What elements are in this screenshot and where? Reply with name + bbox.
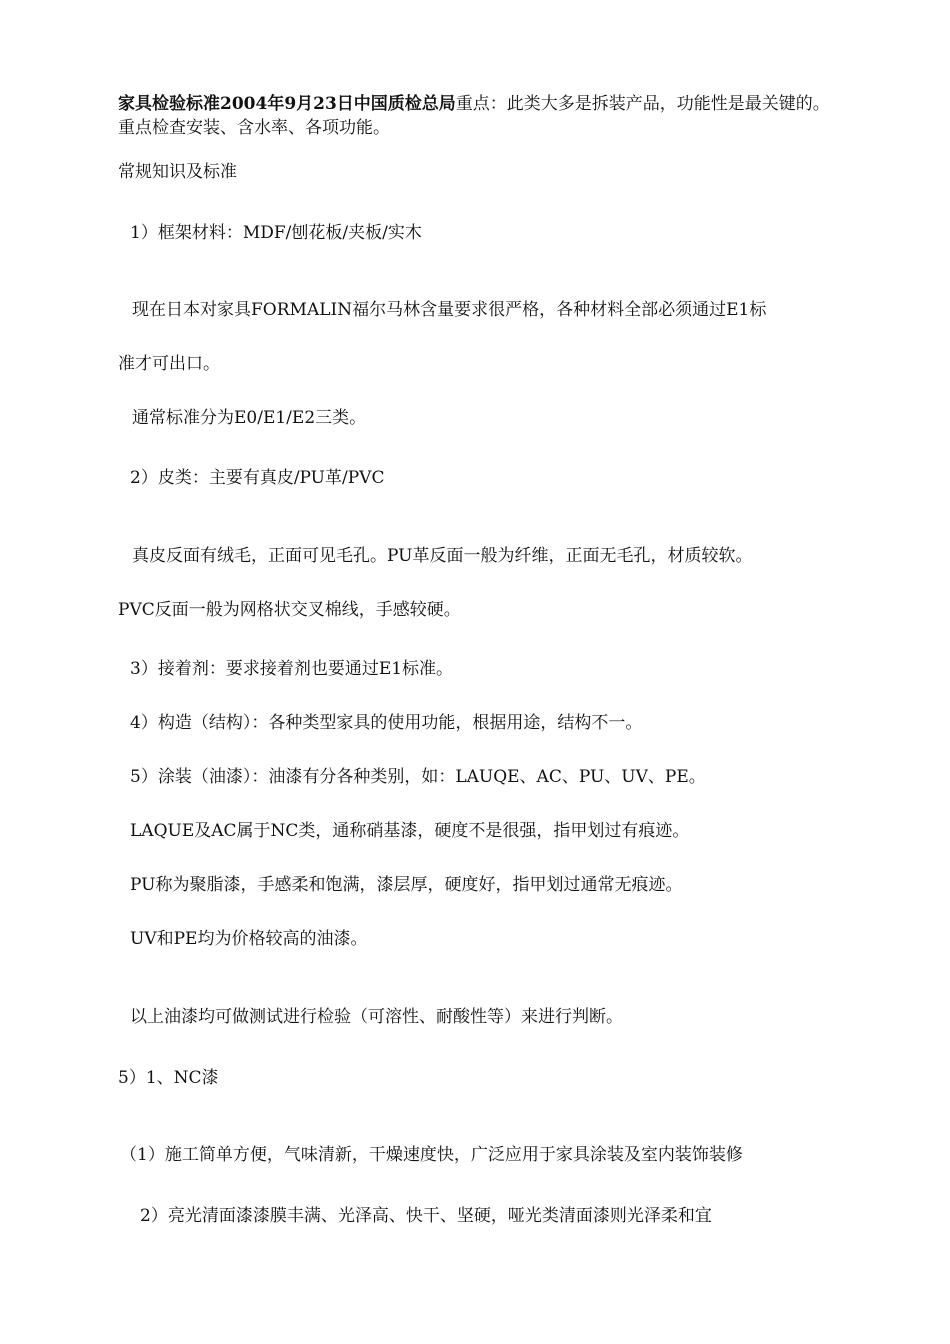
paragraph-testing: 以上油漆均可做测试进行检验（可溶性、耐酸性等）来进行判断。 (130, 1007, 623, 1027)
paragraph-pu: PU称为聚脂漆，手感柔和饱满，漆层厚，硬度好，指甲划过通常无痕迹。 (130, 875, 683, 895)
item-nc-lacquer: 5）1、NC漆 (118, 1068, 219, 1088)
paragraph-formalin-1: 现在日本对家具FORMALIN福尔马林含量要求很严格，各种材料全部必须通过E1标 (132, 300, 767, 320)
paragraph-nc-1: （1）施工简单方便，气味清新，干燥速度快，广泛应用于家具涂装及室内装饰装修 (120, 1145, 743, 1165)
paragraph-standard-classes: 通常标准分为E0/E1/E2三类。 (132, 408, 367, 428)
paragraph-leather-2: PVC反面一般为网格状交叉棉线，手感较硬。 (118, 600, 461, 620)
paragraph-leather-1: 真皮反面有绒毛，正面可见毛孔。PU革反面一般为纤维，正面无毛孔，材质较软。 (132, 546, 753, 566)
item-coating: 5）涂装（油漆）：油漆有分各种类别，如：LAUQE、AC、PU、UV、PE。 (130, 767, 706, 787)
document-title: 家具检验标准2004年9月23日中国质检总局 (118, 94, 456, 114)
item-frame-material: 1）框架材料：MDF/刨花板/夹板/实木 (130, 223, 422, 243)
section-heading: 常规知识及标准 (118, 162, 237, 182)
document-title-paragraph (118, 92, 838, 140)
paragraph-laque-ac: LAQUE及AC属于NC类，通称硝基漆，硬度不是很强，指甲划过有痕迹。 (130, 821, 690, 841)
item-leather: 2）皮类：主要有真皮/PU革/PVC (130, 468, 385, 488)
paragraph-nc-2: 2）亮光清面漆漆膜丰满、光泽高、快干、坚硬，哑光类清面漆则光泽柔和宜 (140, 1206, 712, 1226)
document-title-note: 重点：此类大多是拆装产品，功能性是最关键的。重点检查安装、含水率、各项功能。 (118, 94, 830, 138)
paragraph-uv-pe: UV和PE均为价格较高的油漆。 (130, 929, 368, 949)
paragraph-formalin-2: 准才可出口。 (118, 354, 220, 374)
item-structure: 4）构造（结构）：各种类型家具的使用功能，根据用途，结构不一。 (130, 713, 643, 733)
item-adhesive: 3）接着剂：要求接着剂也要通过E1标准。 (130, 659, 454, 679)
